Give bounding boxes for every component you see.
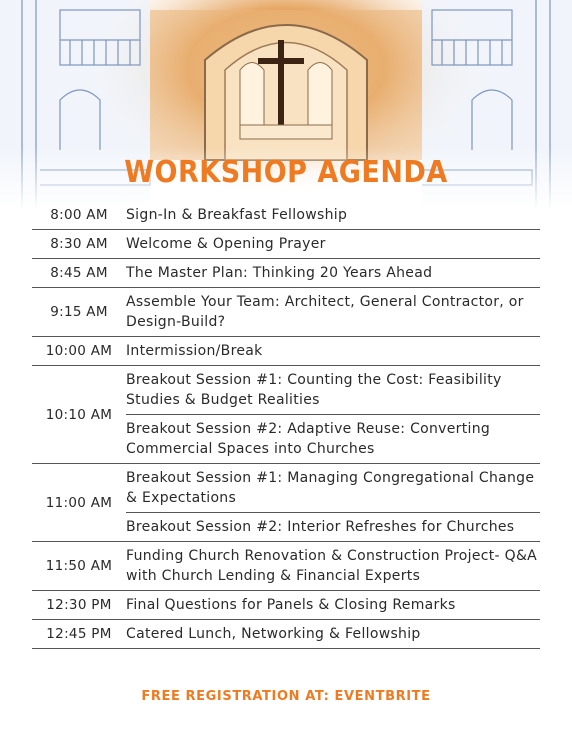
agenda-row [32,542,540,591]
agenda-row [32,337,540,366]
agenda-row [32,259,540,288]
agenda-sessions [126,259,540,287]
agenda-table [32,201,540,649]
agenda-session: Intermission/Break [126,343,263,359]
agenda-sessions [126,620,540,648]
agenda-sessions [126,591,540,619]
agenda-sessions [126,201,540,229]
agenda-row [32,591,540,620]
agenda-time: 11:00 AM [45,494,113,511]
agenda-session: Sign-In & Breakfast Fellowship [126,207,348,223]
agenda-time: 8:30 AM [50,236,108,252]
agenda-time: 11:50 AM [45,558,113,574]
agenda-row [32,288,540,337]
agenda-session: The Master Plan: Thinking 20 Years Ahead [126,265,433,281]
agenda-sessions [126,366,540,463]
agenda-row [32,464,540,542]
agenda-session: Breakout Session #1: Managing Congregational Change & Expectations [126,470,535,506]
agenda-time: 10:00 AM [45,343,113,359]
agenda-time: 12:30 PM [46,597,112,613]
agenda-session: Funding Church Renovation & Construction Project- Q&A with Church Lending & Financial Experts [126,548,538,584]
agenda-session: Breakout Session #2: Interior Refreshes for Churches [126,512,540,541]
agenda-session: Assemble Your Team: Architect, General Contractor, or Design-Build? [126,294,524,330]
agenda-row [32,201,540,230]
agenda-sessions [126,542,540,590]
agenda-time: 12:45 PM [46,626,112,642]
agenda-row [32,620,540,649]
agenda-time: 9:15 AM [50,304,108,320]
agenda-session: Welcome & Opening Prayer [126,236,326,252]
agenda-time: 8:00 AM [50,207,108,223]
page-title: WORKSHOP AGENDA [124,155,448,190]
agenda-row [32,366,540,464]
agenda-sessions [126,230,540,258]
agenda-row [32,230,540,259]
agenda-session: Breakout Session #1: Counting the Cost: Feasibility Studies & Budget Realities [126,372,502,408]
agenda-time: 10:10 AM [45,406,113,423]
agenda-session: Breakout Session #2: Adaptive Reuse: Converting Commercial Spaces into Churches [126,414,540,463]
agenda-session: Final Questions for Panels & Closing Remarks [126,597,456,613]
agenda-session: Catered Lunch, Networking & Fellowship [126,626,421,642]
registration-note: FREE REGISTRATION AT: EVENTBRITE [141,689,431,704]
agenda-sessions [126,337,540,365]
agenda-sessions [126,464,540,541]
agenda-sessions [126,288,540,336]
agenda-time: 8:45 AM [50,265,108,281]
